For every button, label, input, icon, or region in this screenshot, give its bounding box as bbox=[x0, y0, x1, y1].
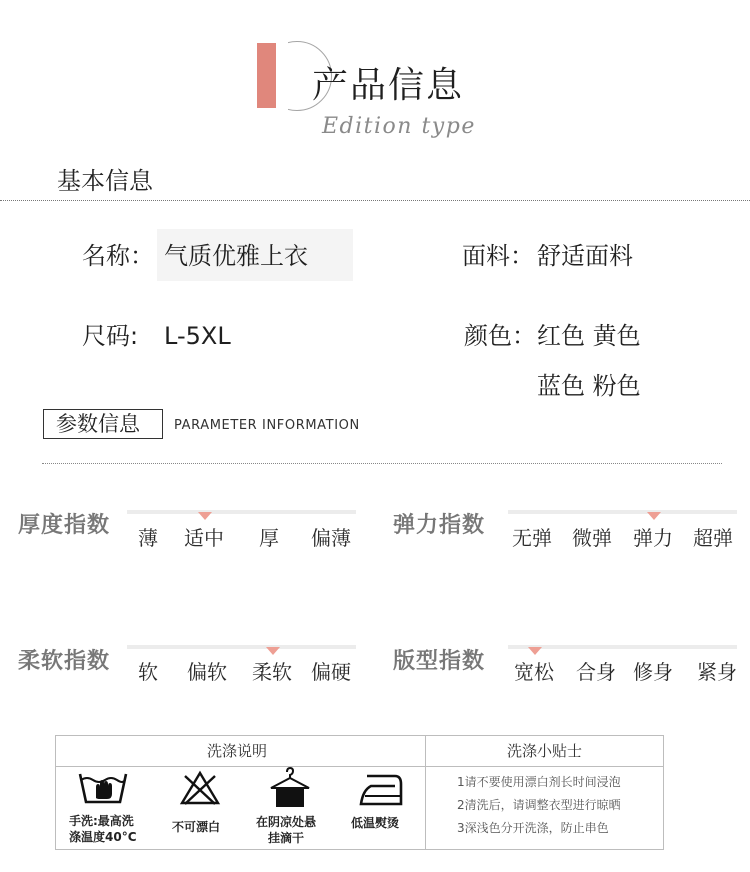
care-table-divider bbox=[425, 735, 426, 850]
wash-tip-2: 2清洗后，请调整衣型进行晾晒 bbox=[457, 798, 621, 812]
wash-tip-3: 3深浅色分开洗涤，防止串色 bbox=[457, 821, 609, 835]
index-option: 偏薄 bbox=[311, 526, 351, 550]
no-bleach-label: 不可漂白 bbox=[172, 820, 221, 834]
hand-wash-label-line2: 涤温度40°C bbox=[69, 830, 137, 844]
index-marker bbox=[198, 512, 212, 520]
index-scale-bar bbox=[127, 645, 356, 649]
index-scale-bar bbox=[508, 645, 737, 649]
wash-tips-title: 洗涤小贴士 bbox=[507, 742, 583, 760]
color-values-line1: 红色 黄色 bbox=[537, 322, 641, 350]
page-subtitle: Edition type bbox=[322, 114, 476, 139]
index-label: 柔软指数 bbox=[18, 649, 111, 674]
dotted-divider bbox=[0, 200, 750, 201]
size-value: L-5XL bbox=[164, 322, 231, 350]
parameter-title: 参数信息 bbox=[56, 412, 140, 436]
index-scale-bar bbox=[508, 510, 737, 514]
page-title: 产品信息 bbox=[312, 65, 465, 106]
parameter-title-en: PARAMETER INFORMATION bbox=[174, 418, 360, 433]
index-scale-bar bbox=[127, 510, 356, 514]
index-option: 弹力 bbox=[633, 526, 673, 550]
index-option: 微弹 bbox=[572, 526, 612, 550]
index-marker bbox=[528, 647, 542, 655]
wash-instructions-title: 洗涤说明 bbox=[207, 742, 268, 760]
hang-dry-icon bbox=[268, 766, 312, 808]
low-iron-icon bbox=[359, 772, 405, 808]
color-label: 颜色： bbox=[464, 322, 536, 350]
index-option: 超弹 bbox=[693, 526, 733, 550]
index-label: 厚度指数 bbox=[18, 513, 111, 538]
index-option: 柔软 bbox=[252, 660, 292, 684]
wash-tip-1: 1请不要使用漂白剂长时间浸泡 bbox=[457, 775, 621, 789]
basic-info-title: 基本信息 bbox=[57, 167, 153, 195]
hand-wash-icon bbox=[78, 770, 128, 806]
fabric-label: 面料： bbox=[462, 242, 534, 270]
index-option: 厚 bbox=[259, 526, 279, 550]
name-value: 气质优雅上衣 bbox=[164, 242, 308, 270]
name-label: 名称： bbox=[82, 242, 154, 270]
low-iron-label: 低温熨烫 bbox=[351, 816, 400, 830]
index-option: 无弹 bbox=[512, 526, 552, 550]
dotted-divider bbox=[42, 463, 722, 464]
index-option: 软 bbox=[138, 660, 158, 684]
hang-dry-label-line1: 在阴凉处悬 bbox=[256, 815, 317, 829]
index-marker bbox=[647, 512, 661, 520]
index-option: 薄 bbox=[138, 526, 158, 550]
index-option: 合身 bbox=[576, 660, 616, 684]
index-label: 弹力指数 bbox=[393, 513, 486, 538]
no-bleach-icon bbox=[180, 770, 220, 806]
index-option: 偏软 bbox=[187, 660, 227, 684]
index-marker bbox=[266, 647, 280, 655]
index-option: 宽松 bbox=[514, 660, 554, 684]
index-option: 紧身 bbox=[697, 660, 737, 684]
index-label: 版型指数 bbox=[393, 649, 486, 674]
color-values-line2: 蓝色 粉色 bbox=[537, 372, 641, 400]
index-option: 适中 bbox=[184, 526, 224, 550]
header-accent-bar bbox=[257, 43, 276, 108]
hand-wash-label-line1: 手洗:最高洗 bbox=[69, 814, 134, 828]
care-table-header-line bbox=[55, 766, 664, 767]
index-option: 修身 bbox=[633, 660, 673, 684]
index-option: 偏硬 bbox=[311, 660, 351, 684]
fabric-value: 舒适面料 bbox=[537, 242, 633, 270]
hang-dry-label-line2: 挂滴干 bbox=[268, 831, 305, 845]
size-label: 尺码: bbox=[82, 322, 139, 350]
